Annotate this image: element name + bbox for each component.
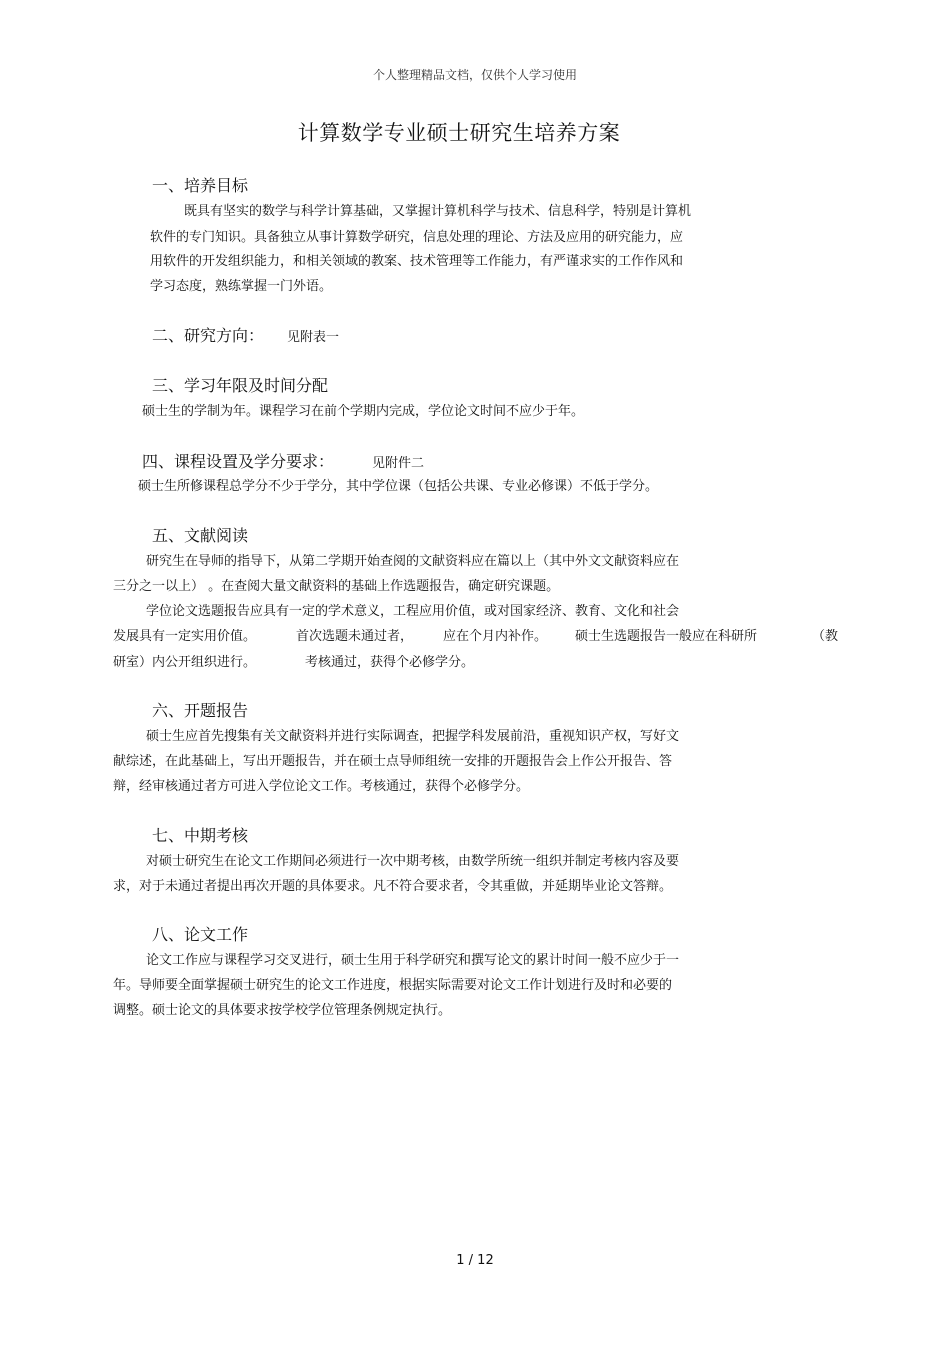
section-heading: 八、论文工作: [152, 925, 249, 944]
page-header: 个人整理精品文档，仅供个人学习使用: [372, 68, 577, 82]
section-heading: 一、培养目标: [152, 176, 249, 195]
paragraph-line: 论文工作应与课程学习交叉进行，硕士生用于科学研究和撰写论文的累计时间一般不应少于一: [146, 953, 680, 968]
paragraph-line: 用软件的开发组织能力，和相关领域的教案、技术管理等工作能力，有严谨求实的工作作风和: [150, 254, 684, 269]
paragraph-line: 考核通过，获得个必修学分。: [305, 655, 475, 670]
section-note: 见附件二: [372, 456, 425, 471]
section-heading: 七、中期考核: [152, 826, 249, 845]
paragraph-line: 硕士生所修课程总学分不少于学分，其中学位课（包括公共课、专业必修课）不低于学分。: [138, 479, 659, 494]
paragraph-line: 求，对于未通过者提出再次开题的具体要求。凡不符合要求者，令其重做，并延期毕业论文答辩。: [113, 879, 673, 894]
section-heading: 四、课程设置及学分要求：: [142, 452, 335, 471]
section-heading: 三、学习年限及时间分配: [152, 376, 329, 395]
paragraph-line: 硕士生应首先搜集有关文献资料并进行实际调查，把握学科发展前沿，重视知识产权，写好文: [146, 729, 680, 744]
paragraph-line: 硕士生的学制为年。课程学习在前个学期内完成，学位论文时间不应少于年。: [142, 404, 585, 419]
paragraph-line: 三分之一以上） 。在查阅大量文献资料的基础上作选题报告，确定研究课题。: [113, 579, 560, 594]
paragraph-line: 年。导师要全面掌握硕士研究生的论文工作进度，根据实际需要对论文工作计划进行及时和必要的: [113, 978, 673, 993]
paragraph-line: 学习态度，熟练掌握一门外语。: [150, 279, 333, 294]
paragraph-line: 首次选题未通过者，: [296, 629, 414, 644]
paragraph-line: 研究生在导师的指导下，从第二学期开始查阅的文献资料应在篇以上（其中外文文献资料应在: [146, 554, 680, 569]
section-heading: 五、文献阅读: [152, 526, 249, 545]
paragraph-line: 硕士生选题报告一般应在科研所: [575, 629, 758, 644]
paragraph-line: 调整。硕士论文的具体要求按学校学位管理条例规定执行。: [113, 1003, 452, 1018]
paragraph-line: 发展具有一定实用价值。: [113, 629, 257, 644]
paragraph-line: （教: [812, 629, 839, 644]
paragraph-line: 献综述，在此基础上，写出开题报告，并在硕士点导师组统一安排的开题报告会上作公开报告、答: [113, 754, 673, 769]
paragraph-line: 应在个月内补作。: [443, 629, 548, 644]
document-title: 计算数学专业硕士研究生培养方案: [297, 121, 621, 145]
paragraph-line: 学位论文选题报告应具有一定的学术意义，工程应用价值，或对国家经济、教育、文化和社会: [146, 604, 680, 619]
section-heading: 六、开题报告: [152, 701, 249, 720]
paragraph-line: 软件的专门知识。具备独立从事计算数学研究，信息处理的理论、方法及应用的研究能力，应: [150, 230, 684, 245]
paragraph-line: 对硕士研究生在论文工作期间必须进行一次中期考核，由数学所统一组织并制定考核内容及要: [146, 854, 680, 869]
page-number: 1 / 12: [456, 1253, 494, 1268]
section-note: 见附表一: [287, 330, 340, 345]
paragraph-line: 既具有坚实的数学与科学计算基础，又掌握计算机科学与技术、信息科学，特别是计算机: [184, 204, 692, 219]
section-heading: 二、研究方向：: [152, 326, 265, 345]
paragraph-line: 辩，经审核通过者方可进入学位论文工作。考核通过，获得个必修学分。: [113, 779, 530, 794]
paragraph-line: 研室）内公开组织进行。: [113, 655, 257, 670]
